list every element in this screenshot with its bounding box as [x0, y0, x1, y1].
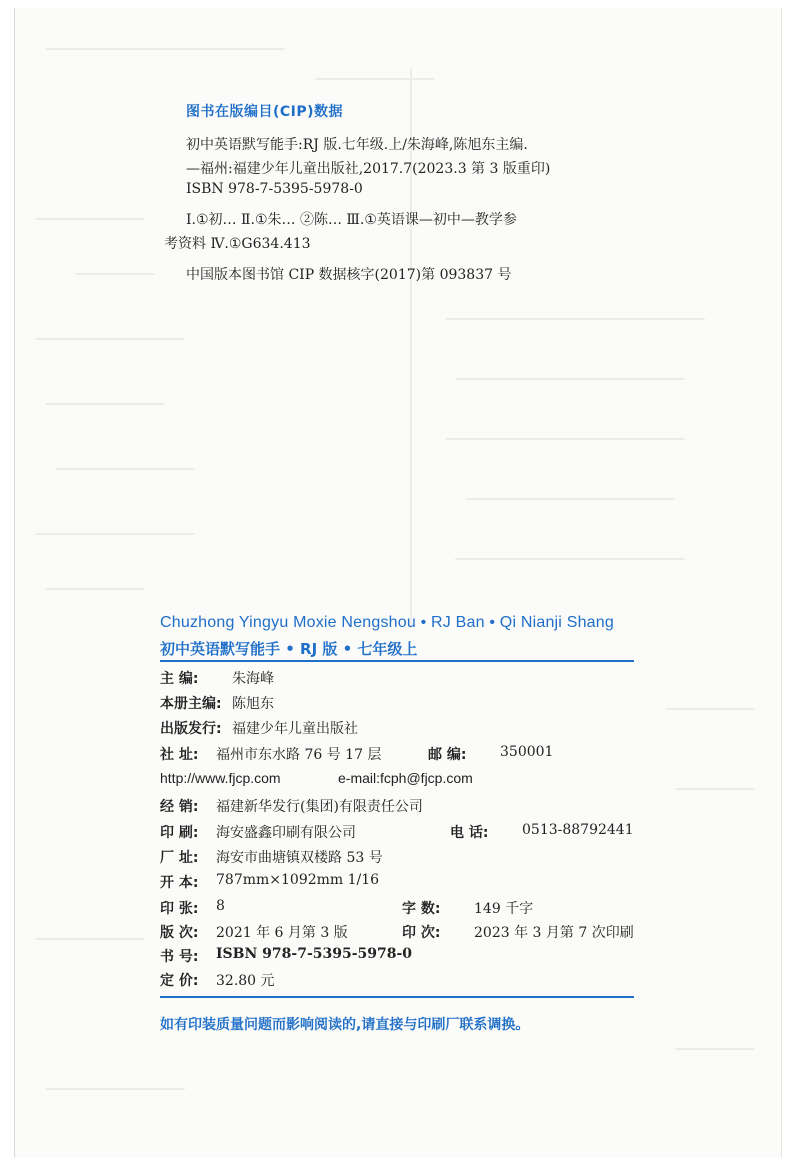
address-value: 福州市东水路 76 号 17 层 — [216, 747, 382, 763]
cip-heading: 图书在版编目(CIP)数据 — [186, 104, 344, 120]
distributor-label: 经 销: — [160, 799, 199, 815]
cip-line-record-number: 中国版本图书馆 CIP 数据核字(2017)第 093837 号 — [186, 267, 512, 283]
phone-value: 0513-88792441 — [522, 822, 634, 838]
edition-value: 2021 年 6 月第 3 版 — [216, 925, 348, 941]
printing-label: 印 次: — [402, 925, 441, 941]
bleed-through-mark — [675, 788, 755, 790]
cip-line-title: 初中英语默写能手:RJ 版.七年级.上/朱海峰,陈旭东主编. — [186, 137, 528, 153]
isbn-value: ISBN 978-7-5395-5978-0 — [216, 946, 413, 962]
isbn-label: 书 号: — [160, 949, 199, 965]
bleed-through-mark — [35, 533, 195, 535]
editor-value: 朱海峰 — [232, 671, 274, 687]
volume-editor-value: 陈旭东 — [232, 696, 274, 712]
price-value: 32.80 元 — [216, 973, 275, 989]
bleed-through-mark — [45, 48, 285, 50]
bleed-through-mark — [455, 558, 685, 560]
book-copyright-page — [14, 8, 782, 1158]
postcode-label: 邮 编: — [428, 747, 467, 763]
printer-label: 印 刷: — [160, 825, 199, 841]
divider-top — [160, 660, 634, 662]
publisher-label: 出版发行: — [160, 721, 222, 737]
edition-label: 版 次: — [160, 925, 199, 941]
bleed-through-mark — [455, 378, 685, 380]
printing-value: 2023 年 3 月第 7 次印刷 — [474, 925, 634, 941]
cip-line-isbn: ISBN 978-7-5395-5978-0 — [186, 181, 363, 197]
pinyin-title: Chuzhong Yingyu Moxie Nengshou • RJ Ban • Qi Nianji Shang — [160, 614, 614, 631]
words-value: 149 千字 — [474, 901, 534, 917]
bleed-through-mark — [45, 588, 145, 590]
email-link[interactable]: e-mail:fcph@fjcp.com — [338, 770, 473, 786]
factory-value: 海安市曲塘镇双楼路 53 号 — [216, 850, 383, 866]
divider-bottom — [160, 996, 634, 998]
cip-line-subjects: Ⅰ.①初… Ⅱ.①朱… ②陈… Ⅲ.①英语课—初中—教学参 — [186, 212, 517, 228]
bleed-through-mark — [75, 273, 155, 275]
cip-line-publisher: —福州:福建少年儿童出版社,2017.7(2023.3 第 3 版重印) — [186, 161, 551, 177]
printer-value: 海安盛鑫印刷有限公司 — [216, 825, 356, 841]
factory-label: 厂 址: — [160, 850, 199, 866]
bleed-through-mark — [55, 468, 195, 470]
bleed-through-mark — [45, 1088, 185, 1090]
distributor-value: 福建新华发行(集团)有限责任公司 — [216, 799, 423, 815]
bleed-through-mark — [315, 78, 435, 80]
bleed-through-mark — [665, 708, 755, 710]
address-label: 社 址: — [160, 747, 199, 763]
chinese-title: 初中英语默写能手 • RJ 版 • 七年级上 — [160, 640, 418, 658]
sheets-value: 8 — [216, 898, 225, 914]
bleed-through-mark — [35, 938, 145, 940]
bleed-through-mark — [445, 438, 685, 440]
website-link[interactable]: http://www.fjcp.com — [160, 770, 281, 786]
cip-line-classification: 考资料 Ⅳ.①G634.413 — [164, 236, 311, 252]
phone-label: 电 话: — [450, 825, 489, 841]
bleed-through-mark — [35, 338, 185, 340]
publisher-value: 福建少年儿童出版社 — [232, 721, 358, 737]
editor-label: 主 编: — [160, 671, 199, 687]
price-label: 定 价: — [160, 973, 199, 989]
bleed-through-mark — [445, 318, 705, 320]
bleed-through-mark — [45, 403, 165, 405]
volume-editor-label: 本册主编: — [160, 696, 222, 712]
bleed-through-mark — [675, 1048, 755, 1050]
bleed-through-mark — [35, 218, 145, 220]
sheets-label: 印 张: — [160, 901, 199, 917]
postcode-value: 350001 — [500, 744, 554, 760]
bleed-through-mark — [465, 498, 675, 500]
words-label: 字 数: — [402, 901, 441, 917]
quality-notice: 如有印装质量问题而影响阅读的,请直接与印刷厂联系调换。 — [160, 1017, 530, 1033]
format-value: 787mm×1092mm 1/16 — [216, 872, 380, 888]
format-label: 开 本: — [160, 875, 199, 891]
